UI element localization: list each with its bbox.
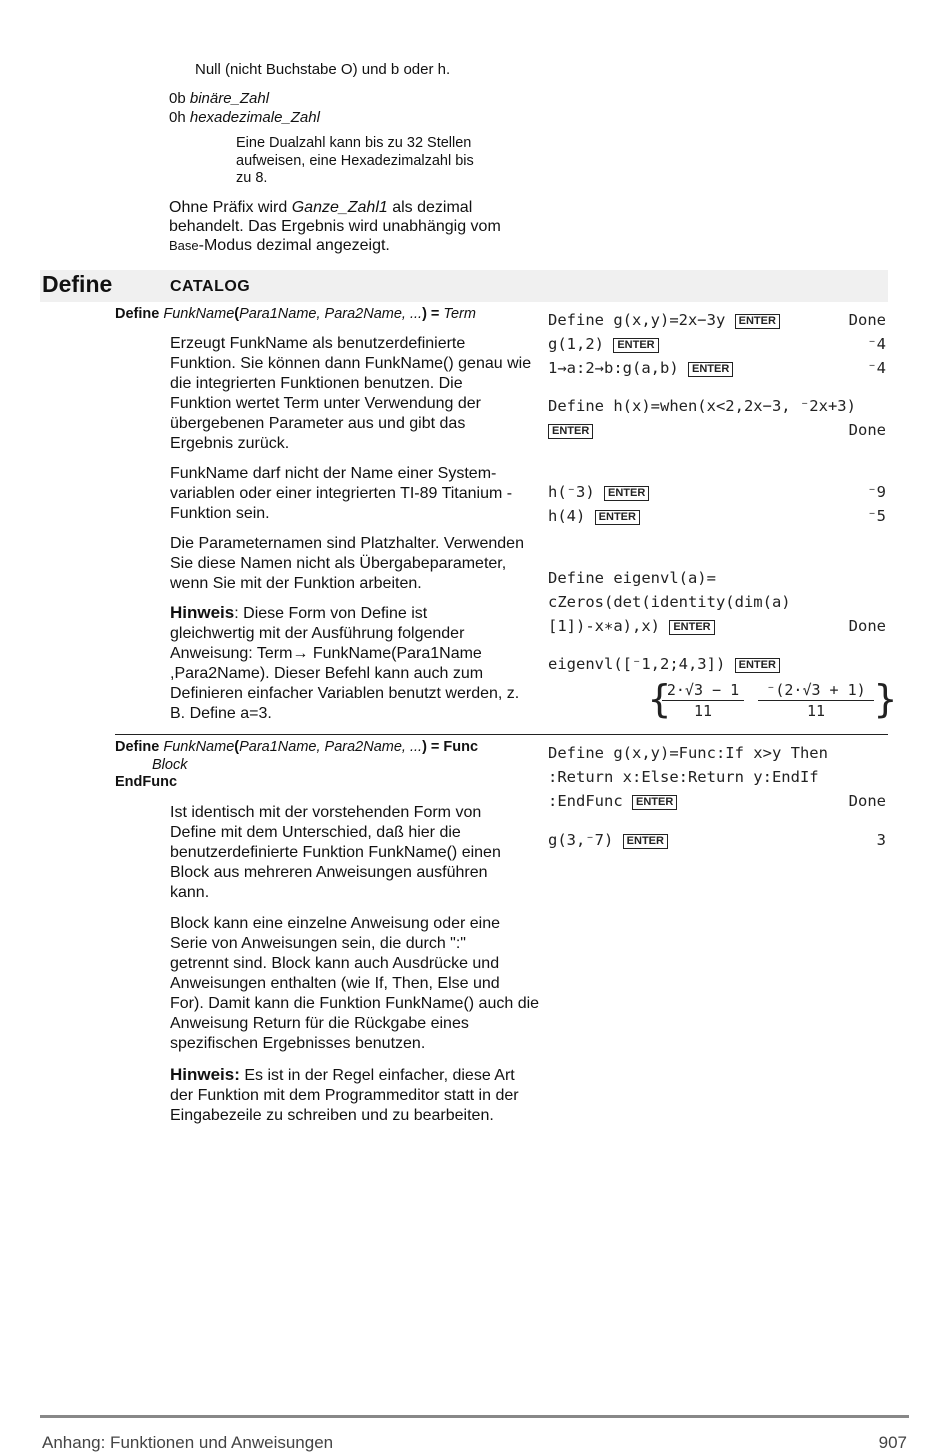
result: ⁻5 (867, 507, 886, 525)
text: Anweisung: Term→ FunkName(Para1Name (170, 645, 482, 662)
example-row: :Return x:Else:Return y:EndIf (548, 768, 819, 786)
denominator: 11 (693, 702, 713, 720)
note-line: Eine Dualzahl kann bis zu 32 Stellen (236, 135, 472, 151)
example-row (548, 335, 659, 353)
text: Anweisung Return für die Rückgabe eines (170, 1015, 469, 1032)
enter-key-icon: ENTER (688, 362, 733, 377)
text: übergebenen Parameter aus und gibt das (170, 415, 466, 432)
example-row: cZeros(det(identity(dim(a) (548, 593, 791, 611)
examples-panel-2 (548, 744, 888, 864)
page-title: Define (42, 271, 113, 297)
result: Done (848, 421, 886, 439)
numerator: 2·√3 − 1 (666, 681, 740, 699)
syntax-define-term (115, 306, 476, 322)
text: spezifischen Ergebnisses benutzen. (170, 1035, 426, 1052)
text: FunkName darf nicht der Name einer System- (170, 465, 497, 482)
text: For). Damit kann die Funktion FunkName() auch die (170, 995, 540, 1012)
text: Funktion wertet Term unter Verwendung der (170, 395, 481, 412)
text: benutzerdefinierte Funktion FunkName() einen (170, 844, 501, 861)
numerator: ⁻(2·√3 + 1) (766, 681, 866, 699)
text: h(⁻3) (548, 483, 595, 501)
section1-hint (170, 603, 540, 724)
text: [1])-x∗a),x) (548, 617, 660, 635)
text: Define mit dem Unterschied, daß hier die (170, 824, 461, 841)
enter-key-icon: ENTER (595, 510, 640, 525)
example-row (548, 617, 715, 635)
example-row (548, 359, 733, 377)
hex-prefix: 0h (169, 109, 186, 126)
text: ,Para2Name). Dieser Befehl kann auch zum (170, 665, 484, 682)
text: Serie von Anweisungen sein, die durch ":" (170, 935, 466, 952)
section1-para3 (170, 534, 540, 594)
enter-key-icon: ENTER (613, 338, 658, 353)
text: Es ist in der Regel einfacher, diese Art (239, 1067, 515, 1084)
text: gleichwertig mit der Ausführung folgender (170, 625, 465, 642)
fraction-1 (662, 681, 744, 720)
brace-open: { (648, 677, 671, 721)
text: g(1,2) (548, 335, 604, 353)
syntax-define-func (115, 739, 478, 755)
text: Funktion. Sie können dann FunkName() genau wie (170, 355, 532, 372)
enter-key-icon: ENTER (604, 486, 649, 501)
example-row (548, 792, 677, 810)
section2-para2 (170, 914, 540, 1054)
text: Para1Name, Para2Name, ... (239, 739, 423, 755)
result: Done (848, 311, 886, 329)
enter-key-icon: ENTER (623, 834, 668, 849)
prefix-paragraph (169, 198, 549, 255)
example-row (548, 311, 780, 329)
enter-key-icon: ENTER (669, 620, 714, 635)
text: Term (443, 306, 476, 322)
section-header-bar (40, 270, 888, 302)
example-row (548, 831, 668, 849)
example-row: Define h(x)=when(x<2,2x−3, ⁻2x+3) (548, 397, 856, 415)
example-row (548, 655, 780, 673)
text: Anweisungen enthalten (wie If, Then, Else und (170, 975, 500, 992)
fraction-2 (758, 681, 874, 720)
enter-key-icon: ENTER (735, 658, 780, 673)
text: B. Define a=3. (170, 705, 272, 722)
result: 3 (876, 831, 886, 849)
section2-para1 (170, 803, 540, 903)
text: Para1Name, Para2Name, ... (239, 306, 423, 322)
hint-label: Hinweis (170, 603, 235, 622)
text: FunkName (163, 306, 235, 322)
note-line: zu 8. (236, 170, 268, 186)
text: der Funktion mit dem Programmeditor statt in der (170, 1087, 519, 1104)
text: ) = (422, 306, 444, 322)
brace-close: } (874, 677, 897, 721)
text: Define (115, 739, 164, 755)
section1-para2 (170, 464, 540, 524)
example-row: Define g(x,y)=Func:If x>y Then (548, 744, 828, 762)
note-line: aufweisen, eine Hexadezimalzahl bis (236, 152, 474, 169)
text: kann. (170, 884, 210, 901)
result: Done (848, 617, 886, 635)
text: Sie diese Namen nicht als Übergabeparameter, (170, 555, 507, 572)
text: wenn Sie mit der Funktion arbeiten. (170, 575, 422, 592)
text: h(4) (548, 507, 586, 525)
text: FunkName (163, 739, 235, 755)
denominator: 11 (806, 702, 826, 720)
footer-section-title: Anhang: Funktionen und Anweisungen (42, 1433, 334, 1452)
text: Erzeugt FunkName als benutzerdefinierte (170, 335, 466, 352)
text: Base (169, 238, 199, 253)
text: Eingabezeile zu schreiben und zu bearbeiten. (170, 1107, 494, 1124)
hex-label: hexadezimale_Zahl (189, 109, 320, 126)
text: behandelt. Das Ergebnis wird unabhängig vom (169, 218, 501, 235)
example-row: Define eigenvl(a)= (548, 569, 716, 587)
text: die integrierten Funktionen benutzen. Die (170, 375, 463, 392)
text: Die Parameternamen sind Platzhalter. Verwenden (170, 535, 524, 552)
text: :EndFunc (548, 792, 623, 810)
intro-line: Null (nicht Buchstabe O) und b oder h. (195, 61, 451, 78)
text: ) = Func (422, 739, 479, 755)
syntax-endfunc: EndFunc (115, 774, 178, 790)
hint-label: Hinweis: (170, 1065, 240, 1084)
result: ⁻4 (867, 335, 886, 353)
text: getrennt sind. Block kann auch Ausdrücke und (170, 955, 500, 972)
text: als dezimal (387, 199, 473, 216)
text: Ganze_Zahl1 (291, 199, 388, 216)
result: ⁻4 (867, 359, 886, 377)
text: 1→a:2→b:g(a,b) (548, 359, 679, 377)
text: Definieren einfacher Variablen benutzt werden, z. (170, 685, 520, 702)
text: Funktion sein. (170, 505, 270, 522)
example-row (548, 421, 593, 439)
examples-panel-1 (548, 311, 897, 731)
result: Done (848, 792, 886, 810)
text: Ergebnis zurück. (170, 435, 290, 452)
section2-hint (170, 1065, 540, 1126)
text: g(3,⁻7) (548, 831, 614, 849)
text: : Diese Form von Define ist (234, 605, 428, 622)
text: Define (115, 306, 164, 322)
text: Block kann eine einzelne Anweisung oder eine (170, 915, 501, 932)
example-row (548, 507, 640, 525)
enter-key-icon: ENTER (735, 314, 780, 329)
example-row (548, 483, 649, 501)
page-number: 907 (878, 1433, 907, 1452)
text: variablen oder einer integrierten TI-89 Titanium - (170, 485, 513, 502)
text: eigenvl([⁻1,2;4,3]) (548, 655, 726, 673)
hex-syntax (169, 108, 320, 128)
syntax-block: Block (152, 757, 188, 773)
enter-key-icon: ENTER (632, 795, 677, 810)
text: ( (234, 306, 240, 322)
divider (115, 734, 888, 735)
digits-note (236, 135, 474, 188)
footer-rule (40, 1415, 909, 1418)
bin-prefix: 0b (169, 90, 186, 107)
result: ⁻9 (867, 483, 886, 501)
text: -Modus dezimal angezeigt. (198, 237, 390, 254)
text: ( (234, 739, 240, 755)
enter-key-icon: ENTER (548, 424, 593, 439)
text: Ist identisch mit der vorstehenden Form von (170, 804, 482, 821)
text: Ohne Präfix wird (169, 199, 292, 216)
section1-para1 (170, 334, 540, 454)
binary-syntax (169, 89, 269, 109)
bin-label: binäre_Zahl (189, 90, 270, 107)
text: Block aus mehreren Anweisungen ausführen (170, 864, 488, 881)
catalog-label: CATALOG (170, 278, 251, 295)
text: Define g(x,y)=2x−3y (548, 311, 726, 329)
